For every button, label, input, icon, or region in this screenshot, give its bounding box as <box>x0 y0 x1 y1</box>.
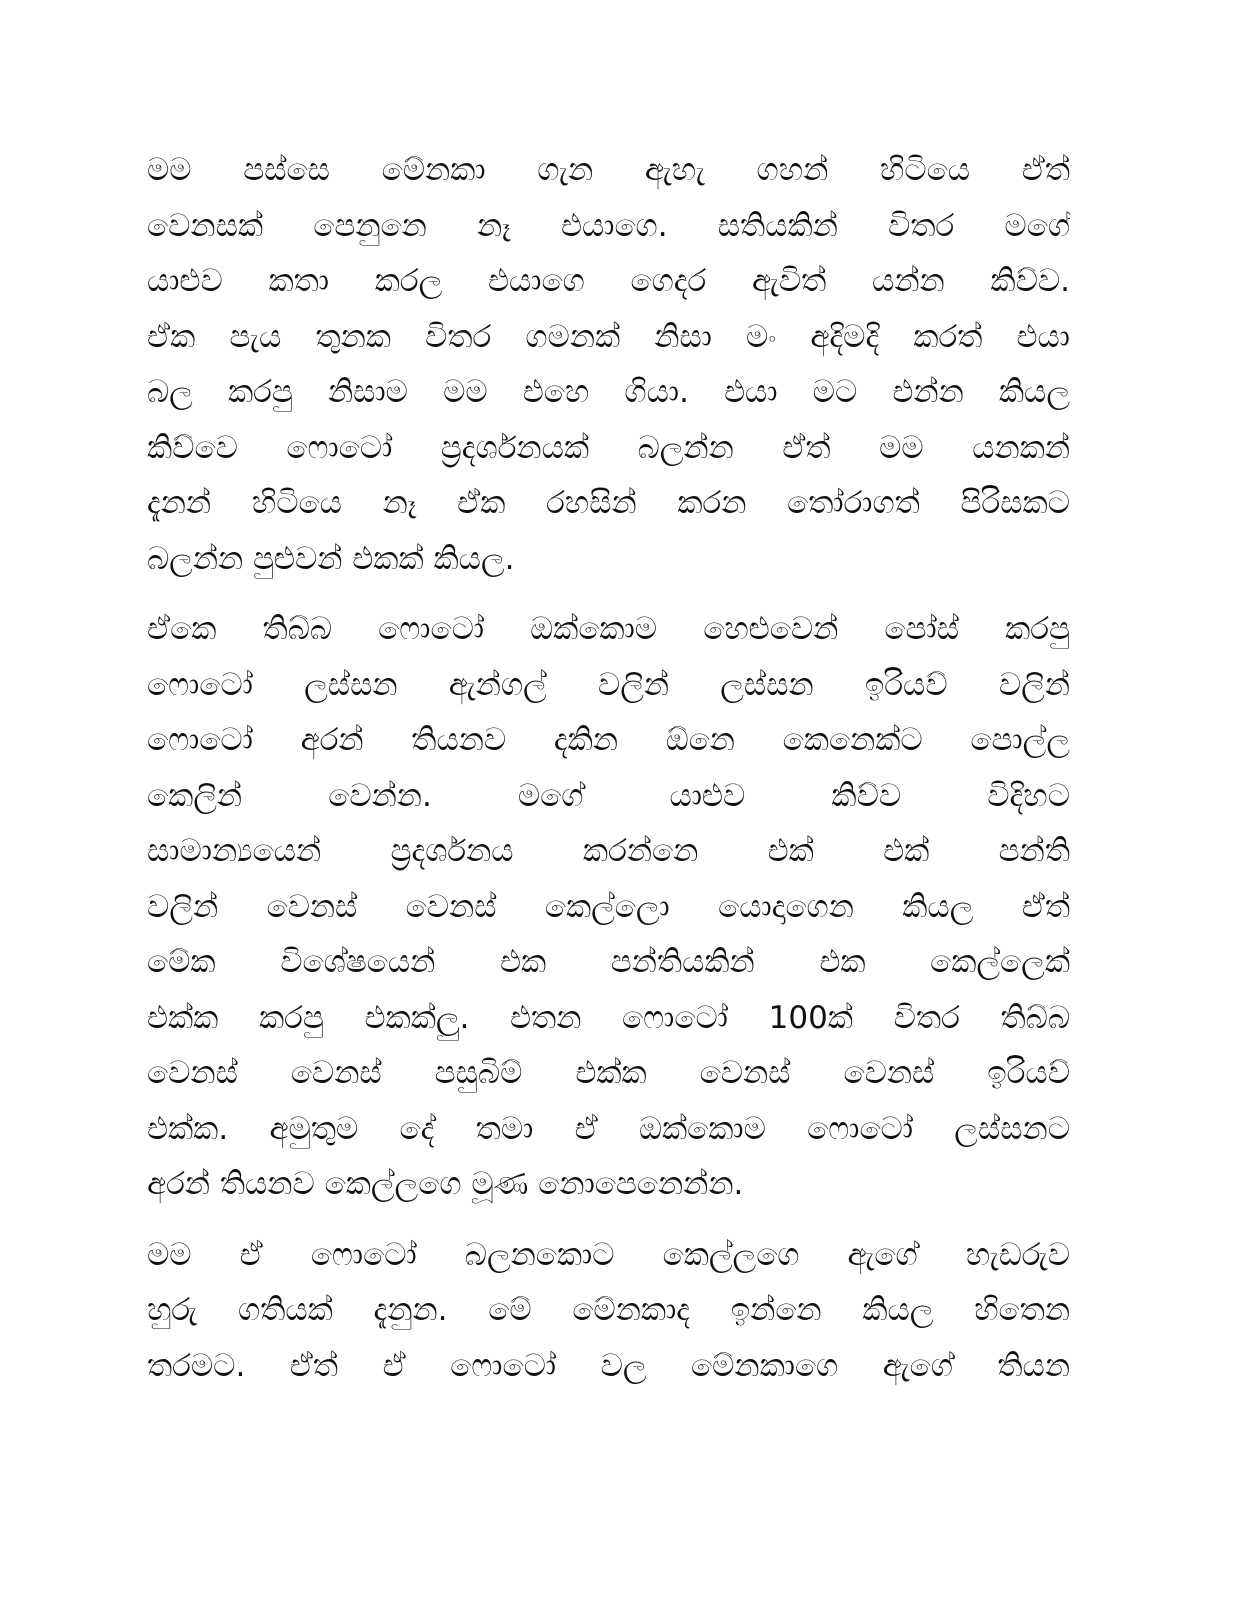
text-line: මම පස්සෙ මේනකා ගැන ඇහැ ගහන් හිටියෙ ඒත් <box>147 152 1070 188</box>
text-line: එක්ක. අමුතුම දේ තමා ඒ ඔක්කොම ෆොටෝ ලස්සනට <box>147 1110 1070 1147</box>
text-line: වලින් වෙනස් වෙනස් කෙල්ලො යොදාගෙන කියල ඒත් <box>147 888 1070 925</box>
text-line: අරන් තියනව කෙල්ලගෙ මූණ නොපෙනෙන්න. <box>147 1166 744 1202</box>
text-line: ෆොටෝ අරන් තියනව දකින ඕනෙ කෙනෙක්ට පොල්ල <box>147 722 1070 758</box>
text-line: වෙනස් වෙනස් පසුබිම් එක්ක වෙනස් වෙනස් ඉරියව් <box>147 1055 1070 1091</box>
text-line: ඒකෙ තිබ්බ ෆොටෝ ඔක්කොම හෙළුවෙන් පෝස් කරපු <box>147 611 1070 647</box>
text-line: සාමාන්‍යයෙන් ප්‍රදර්ශනය කරන්නෙ එක් එක් පන්ති <box>147 833 1070 869</box>
paragraph-1 <box>147 143 1070 587</box>
text-line: වෙනසක් පෙනුනෙ නෑ එයාගෙ. සතියකින් විතර මගේ <box>147 207 1070 244</box>
text-line: යාළුව කතා කරල එයාගෙ ගෙදර ඇවිත් යන්න කිව්ව. <box>147 263 1070 299</box>
body-text <box>147 143 1070 1409</box>
text-line: ඒක පැය තුනක විතර ගමනක් නිසා මං අදිමදි කරත් එයා <box>147 318 1070 355</box>
text-line: ෆොටෝ ලස්සන ඇන්ගල් වලින් ලස්සන ඉරියව් වලින් <box>147 666 1070 703</box>
text-line: එක්ක කරපු එකක්ලු. එතන ෆොටෝ 100ක් විතර තිබ්බ <box>147 999 1070 1036</box>
text-line: මම ඒ ෆොටෝ බලනකොට කෙල්ලගෙ ඇගේ හැඩරුව <box>147 1236 1070 1273</box>
text-line: කිව්වෙ ෆොටෝ ප්‍රදර්ශනයක් බලන්න ඒත් මම යනකන් <box>147 429 1070 466</box>
text-line: දැනන් හිටියෙ නෑ ඒක රහසින් කරන තෝරාගත් පිරිසකට <box>147 485 1070 521</box>
paragraph-3 <box>147 1228 1070 1395</box>
paragraph-2 <box>147 602 1070 1213</box>
text-line: හුරු ගතියක් දැනුන. මේ මේනකාද ඉන්නෙ කියල හිතෙන <box>147 1292 1070 1328</box>
text-line: මේක විශේෂයෙන් එක පන්තියකින් එක කෙල්ලෙක් <box>147 944 1070 980</box>
text-line: තරමට. ඒත් ඒ ෆොටෝ වල මේනකාගෙ ඇගේ තියන <box>147 1347 1070 1384</box>
text-line: බල කරපු නිසාම මම එහෙ ගියා. එයා මට එන්න කියල <box>147 374 1070 410</box>
text-line: බලන්න පුළුවන් එකක් කියල. <box>147 540 515 577</box>
text-line: කෙලින් වෙන්න. මගේ යාළුව කිව්ව විදිහට <box>147 777 1070 814</box>
